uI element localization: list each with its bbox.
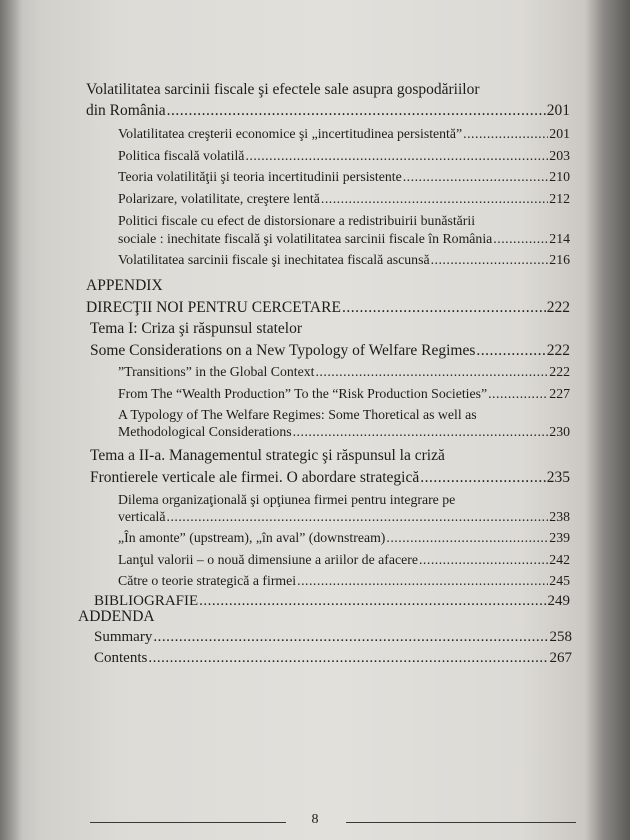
toc-entry-page: 239 [549,530,570,545]
toc-entry-label: Some Considerations on a New Typology of Welfare Regimes [90,342,476,359]
footer-rule-right [346,822,576,823]
toc-leader-dots [199,592,546,611]
toc-leader-dots [463,125,548,143]
toc-entry-page: 201 [549,126,570,141]
toc-entry-label: DIRECŢII NOI PENTRU CERCETARE [86,299,341,316]
toc-leader-dots [293,423,549,441]
toc-entry [86,298,570,317]
toc-entry [118,423,570,441]
toc-heading-line: Volatilitatea sarcinii fiscale şi efectele sale asupra gospodăriilor [86,81,480,98]
toc-entry [118,190,570,208]
toc-entry-label: Contents [94,650,148,666]
toc-leader-dots [420,468,546,487]
toc-entry [118,147,570,165]
toc-entry-page: 238 [549,509,570,524]
page-number: 8 [311,812,319,827]
toc-entry [86,101,570,120]
toc-entry-page: 227 [549,386,570,401]
toc-leader-dots [245,147,548,165]
toc-entry [118,508,570,526]
toc-entry [118,251,570,269]
toc-entry-label: Polarizare, volatilitate, creştere lentă [118,191,320,206]
toc-leader-dots [167,101,546,120]
toc-entry-label: ”Transitions” in the Global Context [118,364,315,379]
toc-entry-page: 242 [549,552,570,567]
toc-leader-dots [403,168,549,186]
toc-entry-page: 230 [549,424,570,439]
toc-entry-label: sociale : inechitate fiscală şi volatilitatea sarcinii fiscale în România [118,231,493,246]
toc-entry-page: 216 [549,252,570,267]
toc-leader-dots [386,529,548,547]
toc-addenda-heading: ADDENDA [78,608,155,625]
toc-leader-dots [419,551,548,569]
toc-entry [94,649,572,668]
toc-leader-dots [297,572,548,590]
toc-entry-label: Către o teorie strategică a firmei [118,573,297,588]
toc-entry-page: 214 [549,231,570,246]
toc-entry-page: 201 [546,102,570,119]
footer-rule-left [90,822,286,823]
toc-entry-label: BIBLIOGRAFIE [94,593,199,609]
toc-entry [118,572,570,590]
toc-entry-page: 245 [549,573,570,588]
toc-entry-page: 222 [546,342,570,359]
toc-entry-label: Volatilitatea creşterii economice şi „incertitudinea persistentă” [118,126,463,141]
toc-theme-heading: Tema I: Criza şi răspunsul statelor [90,320,302,337]
toc-theme-heading: Tema a II-a. Managementul strategic şi răspunsul la criză [90,447,445,464]
toc-entry [90,341,570,360]
toc-entry [118,529,570,547]
toc-entry-label: „În amonte” (upstream), „în aval” (downstream) [118,530,386,545]
toc-entry-page: 258 [549,629,572,645]
toc-entry-page: 222 [546,299,570,316]
toc-entry-line: A Typology of The Welfare Regimes: Some Thoretical as well as [118,407,477,422]
toc-entry-label: Lanţul valorii – o nouă dimensiune a ariilor de afacere [118,552,418,567]
toc-entry [94,592,570,611]
toc-entry-label: From The “Wealth Production” To the “Risk Production Societies” [118,386,488,401]
toc-entry [118,385,570,403]
toc-entry [118,363,570,381]
toc-leader-dots [431,251,549,269]
toc-entry-page: 222 [549,364,570,379]
toc-entry-label: Teoria volatilităţii şi teoria incertitudinii persistente [118,169,402,184]
toc-entry-label: Politica fiscală volatilă [118,148,245,163]
toc-entry-page: 249 [547,593,570,609]
toc-entry-page: 203 [549,148,570,163]
toc-appendix-heading: APPENDIX [86,277,163,294]
toc-leader-dots [153,628,548,647]
toc-entry [118,551,570,569]
toc-entry-label: din România [86,102,166,119]
toc-entry-page: 210 [549,169,570,184]
toc-entry-label: Volatilitatea sarcinii fiscale şi inechitatea fiscală ascunsă [118,252,430,267]
toc-leader-dots [167,508,549,526]
toc-leader-dots [315,363,548,381]
toc-leader-dots [321,190,548,208]
toc-leader-dots [148,649,548,668]
toc-entry-page: 212 [549,191,570,206]
toc-entry-label: verticală [118,509,166,524]
toc-leader-dots [493,230,548,248]
toc-entry-line: Politici fiscale cu efect de distorsionare a redistribuirii bunăstării [118,213,476,228]
toc-entry [90,468,570,487]
toc-entry-label: Frontierele verticale ale firmei. O abordare strategică [90,469,420,486]
toc-entry [118,230,570,248]
toc-leader-dots [476,341,545,360]
toc-entry [94,628,572,647]
toc-entry-line: Dilema organizaţională şi opţiunea firmei pentru integrare pe [118,492,456,507]
toc-entry-page: 267 [549,650,572,666]
toc-entry-label: Methodological Considerations [118,424,292,439]
toc-entry [118,125,570,143]
toc-leader-dots [488,385,548,403]
toc-entry [118,168,570,186]
toc-leader-dots [342,298,546,317]
toc-entry-page: 235 [546,469,570,486]
toc-entry-label: Summary [94,629,153,645]
